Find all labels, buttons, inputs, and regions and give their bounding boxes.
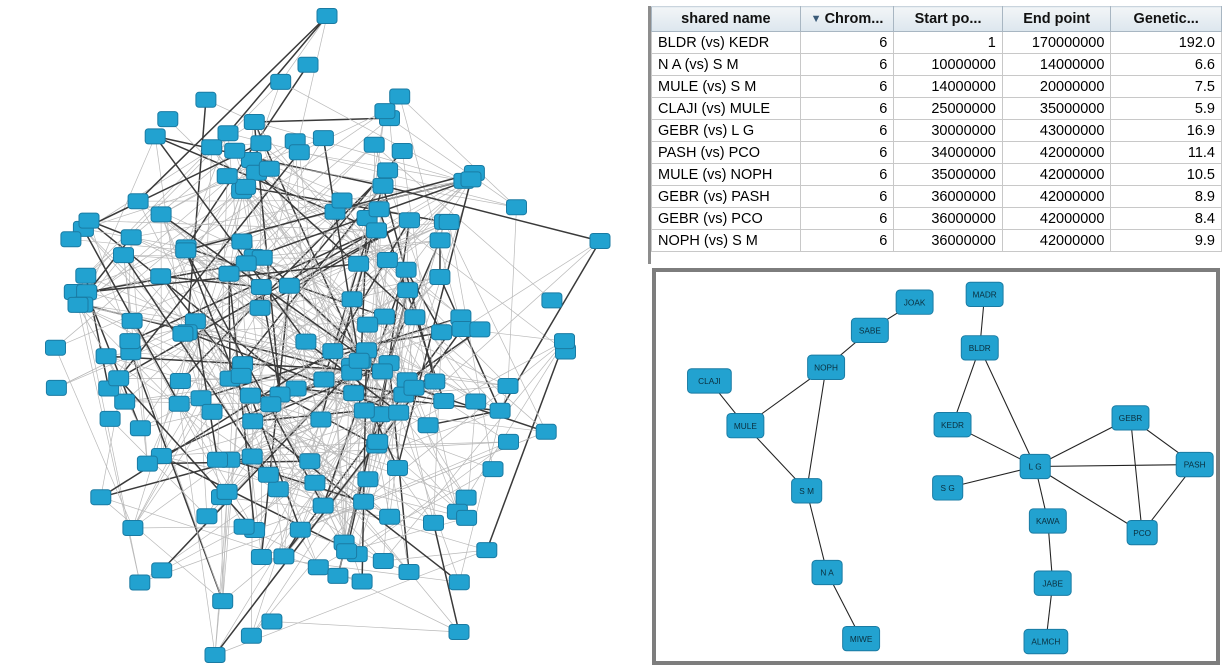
cell-start-point[interactable]: 30000000 xyxy=(894,120,1003,142)
node-label: PASH xyxy=(1183,460,1206,470)
cell-chromosome[interactable]: 6 xyxy=(800,54,893,76)
cell-start-point[interactable]: 36000000 xyxy=(894,208,1003,230)
cell-chromosome[interactable]: 6 xyxy=(800,32,893,54)
cell-end-point[interactable]: 14000000 xyxy=(1002,54,1111,76)
cell-genetic[interactable]: 192.0 xyxy=(1111,32,1222,54)
network-node[interactable] xyxy=(296,334,316,349)
network-node[interactable] xyxy=(352,574,372,589)
network-node[interactable] xyxy=(298,57,318,72)
network-node[interactable] xyxy=(197,509,217,524)
table-row[interactable] xyxy=(652,76,1222,98)
column-header-end-point[interactable] xyxy=(1002,7,1111,32)
network-node[interactable] xyxy=(258,467,278,482)
subnetwork-node[interactable] xyxy=(961,336,998,360)
cell-end-point[interactable]: 42000000 xyxy=(1002,208,1111,230)
cell-genetic[interactable]: 16.9 xyxy=(1111,120,1222,142)
network-node[interactable] xyxy=(251,550,271,565)
cell-start-point[interactable]: 36000000 xyxy=(894,230,1003,252)
cell-end-point[interactable]: 43000000 xyxy=(1002,120,1111,142)
network-node[interactable] xyxy=(313,131,333,146)
network-node[interactable] xyxy=(261,397,281,412)
network-node[interactable] xyxy=(279,278,299,293)
node-label: NOPH xyxy=(814,363,839,373)
cell-shared-name[interactable]: GEBR (vs) PASH xyxy=(652,186,801,208)
column-header-genetic[interactable] xyxy=(1111,7,1222,32)
network-node[interactable] xyxy=(434,394,454,409)
network-node[interactable] xyxy=(251,136,271,151)
subnetwork-edge[interactable] xyxy=(807,367,826,491)
cell-chromosome[interactable]: 6 xyxy=(800,164,893,186)
node-label: JABE xyxy=(1042,579,1064,589)
filter-icon[interactable]: ▼ xyxy=(810,13,822,26)
network-node[interactable] xyxy=(152,563,172,578)
subnetwork-node[interactable] xyxy=(1020,454,1050,478)
network-node[interactable] xyxy=(317,9,337,24)
network-node[interactable] xyxy=(244,115,264,130)
network-node[interactable] xyxy=(173,326,193,341)
network-node[interactable] xyxy=(452,322,472,337)
network-node[interactable] xyxy=(375,104,395,119)
network-node[interactable] xyxy=(470,322,490,337)
network-node[interactable] xyxy=(242,449,262,464)
network-node[interactable] xyxy=(46,380,66,395)
network-node[interactable] xyxy=(234,519,254,534)
cell-chromosome[interactable]: 6 xyxy=(800,208,893,230)
network-node[interactable] xyxy=(218,126,238,141)
network-node[interactable] xyxy=(418,418,438,433)
network-node[interactable] xyxy=(305,475,325,490)
network-node[interactable] xyxy=(483,462,503,477)
network-node[interactable] xyxy=(439,215,459,230)
network-node[interactable] xyxy=(367,223,387,238)
column-label: Chrom... xyxy=(824,11,884,27)
subnetwork-edges xyxy=(709,294,1194,641)
network-node[interactable] xyxy=(290,522,310,537)
network-node[interactable] xyxy=(202,140,222,155)
network-node[interactable] xyxy=(91,490,111,505)
cell-shared-name[interactable]: N A (vs) S M xyxy=(652,54,801,76)
node-label: S M xyxy=(799,486,814,496)
network-node[interactable] xyxy=(68,297,88,312)
network-edge xyxy=(272,622,459,633)
table-body[interactable] xyxy=(652,32,1222,252)
network-node[interactable] xyxy=(217,169,237,184)
network-node[interactable] xyxy=(354,494,374,509)
network-node[interactable] xyxy=(405,310,425,325)
network-node[interactable] xyxy=(259,161,279,176)
network-node[interactable] xyxy=(313,498,333,513)
node-label: SABE xyxy=(858,326,881,336)
cell-start-point[interactable]: 25000000 xyxy=(894,98,1003,120)
network-node[interactable] xyxy=(122,313,142,328)
network-edge xyxy=(462,241,600,329)
cell-shared-name[interactable]: MULE (vs) NOPH xyxy=(652,164,801,186)
cell-end-point[interactable]: 20000000 xyxy=(1002,76,1111,98)
network-node[interactable] xyxy=(176,243,196,258)
cell-end-point[interactable]: 170000000 xyxy=(1002,32,1111,54)
node-label: MULE xyxy=(733,421,757,431)
network-node[interactable] xyxy=(425,374,445,389)
node-label: KAWA xyxy=(1035,517,1060,527)
network-node[interactable] xyxy=(151,269,171,284)
network-node[interactable] xyxy=(490,403,510,418)
cell-genetic[interactable]: 10.5 xyxy=(1111,164,1222,186)
node-label: ALMCH xyxy=(1031,637,1061,647)
network-node[interactable] xyxy=(130,575,150,590)
network-node[interactable] xyxy=(241,388,261,403)
network-node[interactable] xyxy=(461,172,481,187)
network-node[interactable] xyxy=(432,325,452,340)
network-node[interactable] xyxy=(128,194,148,209)
network-node[interactable] xyxy=(61,232,81,247)
network-node[interactable] xyxy=(241,628,261,643)
cell-start-point[interactable]: 10000000 xyxy=(894,54,1003,76)
column-header-shared-name[interactable] xyxy=(652,7,801,32)
network-edge xyxy=(400,97,517,208)
cell-start-point[interactable]: 14000000 xyxy=(894,76,1003,98)
table-row[interactable] xyxy=(652,98,1222,120)
network-node[interactable] xyxy=(466,394,486,409)
network-node[interactable] xyxy=(372,364,392,379)
network-node[interactable] xyxy=(202,404,222,419)
cell-end-point[interactable]: 35000000 xyxy=(1002,98,1111,120)
network-node[interactable] xyxy=(380,509,400,524)
table-row[interactable] xyxy=(652,186,1222,208)
table-row[interactable] xyxy=(652,120,1222,142)
network-node[interactable] xyxy=(389,405,409,420)
cell-shared-name[interactable]: PASH (vs) PCO xyxy=(652,142,801,164)
cell-chromosome[interactable]: 6 xyxy=(800,120,893,142)
network-node[interactable] xyxy=(378,163,398,178)
network-node[interactable] xyxy=(225,143,245,158)
cell-genetic[interactable]: 6.6 xyxy=(1111,54,1222,76)
cell-chromosome[interactable]: 6 xyxy=(800,186,893,208)
subnetwork-node[interactable] xyxy=(1029,509,1066,533)
cell-genetic[interactable]: 8.9 xyxy=(1111,186,1222,208)
network-node[interactable] xyxy=(590,234,610,249)
network-node[interactable] xyxy=(120,334,140,349)
cell-end-point[interactable]: 42000000 xyxy=(1002,142,1111,164)
network-node[interactable] xyxy=(536,424,556,439)
network-node[interactable] xyxy=(430,233,450,248)
table-row[interactable] xyxy=(652,164,1222,186)
subnetwork-graph-canvas[interactable] xyxy=(656,272,1216,661)
node-label: CLAJI xyxy=(698,377,721,387)
node-label: GEBR xyxy=(1118,414,1143,424)
network-node[interactable] xyxy=(170,374,190,389)
node-label: BLDR xyxy=(968,344,991,354)
column-label: End point xyxy=(1023,11,1091,27)
network-node[interactable] xyxy=(115,394,135,409)
cell-chromosome[interactable]: 6 xyxy=(800,142,893,164)
table-row[interactable] xyxy=(652,54,1222,76)
cell-shared-name[interactable]: CLAJI (vs) MULE xyxy=(652,98,801,120)
network-node[interactable] xyxy=(268,482,288,497)
column-header-chromosome[interactable] xyxy=(800,7,893,32)
network-node[interactable] xyxy=(373,554,393,569)
network-node[interactable] xyxy=(404,380,424,395)
network-node[interactable] xyxy=(96,349,116,364)
network-node[interactable] xyxy=(555,334,575,349)
node-label: JOAK xyxy=(903,298,926,308)
network-node[interactable] xyxy=(114,248,134,263)
network-edge xyxy=(110,419,207,516)
table-row[interactable] xyxy=(652,32,1222,54)
network-node[interactable] xyxy=(123,521,143,536)
network-node[interactable] xyxy=(499,434,519,449)
subnetwork-nodes[interactable] xyxy=(688,282,1214,653)
subnetwork-node[interactable] xyxy=(966,282,1003,306)
cell-start-point[interactable]: 1 xyxy=(894,32,1003,54)
network-node[interactable] xyxy=(191,391,211,406)
network-node[interactable] xyxy=(369,202,389,217)
network-node[interactable] xyxy=(158,112,178,127)
subnetwork-node[interactable] xyxy=(812,560,842,584)
cell-shared-name[interactable]: GEBR (vs) L G xyxy=(652,120,801,142)
column-header-start-point[interactable] xyxy=(894,7,1003,32)
network-node[interactable] xyxy=(314,372,334,387)
network-node[interactable] xyxy=(337,544,357,559)
network-node[interactable] xyxy=(137,456,157,471)
cell-genetic[interactable]: 5.9 xyxy=(1111,98,1222,120)
network-node[interactable] xyxy=(232,234,252,249)
cell-shared-name[interactable]: MULE (vs) S M xyxy=(652,76,801,98)
network-node[interactable] xyxy=(219,266,239,281)
column-label: shared name xyxy=(681,11,771,27)
network-node[interactable] xyxy=(358,472,378,487)
node-label: PCO xyxy=(1133,528,1152,538)
network-node[interactable] xyxy=(392,144,412,159)
subnetwork-node[interactable] xyxy=(1176,452,1213,476)
network-node[interactable] xyxy=(76,268,96,283)
network-node[interactable] xyxy=(79,213,99,228)
network-node[interactable] xyxy=(151,207,171,222)
subnetwork-node[interactable] xyxy=(808,355,845,379)
network-node[interactable] xyxy=(243,414,263,429)
network-node[interactable] xyxy=(344,386,364,401)
network-node[interactable] xyxy=(358,317,378,332)
network-node[interactable] xyxy=(449,625,469,640)
column-label: Start po... xyxy=(914,11,982,27)
network-node[interactable] xyxy=(217,484,237,499)
subnetwork-view[interactable] xyxy=(652,268,1220,665)
network-node[interactable] xyxy=(300,454,320,469)
subnetwork-node[interactable] xyxy=(896,290,933,314)
network-node[interactable] xyxy=(109,371,129,386)
network-node[interactable] xyxy=(213,594,233,609)
cell-end-point[interactable]: 42000000 xyxy=(1002,164,1111,186)
cell-shared-name[interactable]: NOPH (vs) S M xyxy=(652,230,801,252)
network-edge xyxy=(254,122,464,181)
cell-start-point[interactable]: 35000000 xyxy=(894,164,1003,186)
network-node[interactable] xyxy=(169,396,189,411)
network-node[interactable] xyxy=(424,515,444,530)
network-edge xyxy=(133,527,244,528)
subnetwork-node[interactable] xyxy=(688,369,732,393)
network-node[interactable] xyxy=(477,543,497,558)
network-node[interactable] xyxy=(328,568,348,583)
subnetwork-node[interactable] xyxy=(792,479,822,503)
node-label: S G xyxy=(940,484,955,494)
network-node[interactable] xyxy=(430,270,450,285)
node-label: L G xyxy=(1028,462,1042,472)
network-node[interactable] xyxy=(388,461,408,476)
subnetwork-node[interactable] xyxy=(934,413,971,437)
column-label: Genetic... xyxy=(1133,11,1199,27)
network-node[interactable] xyxy=(373,178,393,193)
network-node[interactable] xyxy=(399,565,419,580)
cell-chromosome[interactable]: 6 xyxy=(800,98,893,120)
table-row[interactable] xyxy=(652,208,1222,230)
network-node[interactable] xyxy=(349,256,369,271)
cell-genetic[interactable]: 9.9 xyxy=(1111,230,1222,252)
network-node[interactable] xyxy=(457,510,477,525)
network-node[interactable] xyxy=(208,452,228,467)
network-node[interactable] xyxy=(308,560,328,575)
subnetwork-node[interactable] xyxy=(1034,571,1071,595)
cell-genetic[interactable]: 7.5 xyxy=(1111,76,1222,98)
network-node[interactable] xyxy=(400,213,420,228)
network-node[interactable] xyxy=(342,292,362,307)
node-label: MIWE xyxy=(849,634,873,644)
cell-end-point[interactable]: 42000000 xyxy=(1002,230,1111,252)
network-node[interactable] xyxy=(542,293,562,308)
subnetwork-node[interactable] xyxy=(727,413,764,437)
network-node[interactable] xyxy=(332,193,352,208)
network-node[interactable] xyxy=(323,344,343,359)
node-label: KEDR xyxy=(941,420,964,430)
network-node[interactable] xyxy=(205,648,225,663)
right-column xyxy=(648,0,1222,669)
node-label: N A xyxy=(820,568,834,578)
network-node[interactable] xyxy=(46,340,66,355)
network-node[interactable] xyxy=(121,230,141,245)
cell-end-point[interactable]: 42000000 xyxy=(1002,186,1111,208)
subnetwork-node[interactable] xyxy=(933,476,963,500)
cell-genetic[interactable]: 11.4 xyxy=(1111,142,1222,164)
network-node[interactable] xyxy=(449,575,469,590)
network-node[interactable] xyxy=(498,379,518,394)
network-node[interactable] xyxy=(349,353,369,368)
cell-shared-name[interactable]: GEBR (vs) PCO xyxy=(652,208,801,230)
network-node[interactable] xyxy=(196,92,216,107)
node-label: MADR xyxy=(972,290,997,300)
subnetwork-node[interactable] xyxy=(851,318,888,342)
subnetwork-node[interactable] xyxy=(843,626,880,650)
table-row[interactable] xyxy=(652,142,1222,164)
network-edge xyxy=(138,201,342,202)
network-node[interactable] xyxy=(396,262,416,277)
network-nodes[interactable] xyxy=(46,9,611,663)
cell-genetic[interactable]: 8.4 xyxy=(1111,208,1222,230)
network-node[interactable] xyxy=(377,253,397,268)
network-node[interactable] xyxy=(354,403,374,418)
cell-shared-name[interactable]: BLDR (vs) KEDR xyxy=(652,32,801,54)
subnetwork-node[interactable] xyxy=(1127,520,1157,544)
network-node[interactable] xyxy=(289,145,309,160)
cell-start-point[interactable]: 34000000 xyxy=(894,142,1003,164)
network-node[interactable] xyxy=(311,412,331,427)
network-node[interactable] xyxy=(145,129,165,144)
network-node[interactable] xyxy=(271,74,291,89)
subnetwork-node[interactable] xyxy=(1024,629,1068,653)
network-node[interactable] xyxy=(130,421,150,436)
edge-table-panel[interactable] xyxy=(648,6,1222,264)
cell-chromosome[interactable]: 6 xyxy=(800,76,893,98)
cell-chromosome[interactable]: 6 xyxy=(800,230,893,252)
network-node[interactable] xyxy=(231,368,251,383)
network-node[interactable] xyxy=(274,549,294,564)
subnetwork-edge[interactable] xyxy=(980,348,1035,467)
network-node[interactable] xyxy=(236,179,256,194)
network-node[interactable] xyxy=(398,283,418,298)
network-edge xyxy=(155,136,306,341)
edge-table[interactable] xyxy=(651,6,1222,252)
network-node[interactable] xyxy=(250,300,270,315)
network-node[interactable] xyxy=(364,137,384,152)
network-node[interactable] xyxy=(262,614,282,629)
subnetwork-edge[interactable] xyxy=(1035,465,1194,467)
network-node[interactable] xyxy=(251,280,271,295)
table-header-row[interactable] xyxy=(652,7,1222,32)
subnetwork-node[interactable] xyxy=(1112,406,1149,430)
network-node[interactable] xyxy=(100,411,120,426)
network-node[interactable] xyxy=(456,490,476,505)
cell-start-point[interactable]: 36000000 xyxy=(894,186,1003,208)
table-row[interactable] xyxy=(652,230,1222,252)
network-node[interactable] xyxy=(507,200,527,215)
subnetwork-edge[interactable] xyxy=(1131,418,1143,533)
network-node[interactable] xyxy=(368,434,388,449)
network-node[interactable] xyxy=(390,89,410,104)
